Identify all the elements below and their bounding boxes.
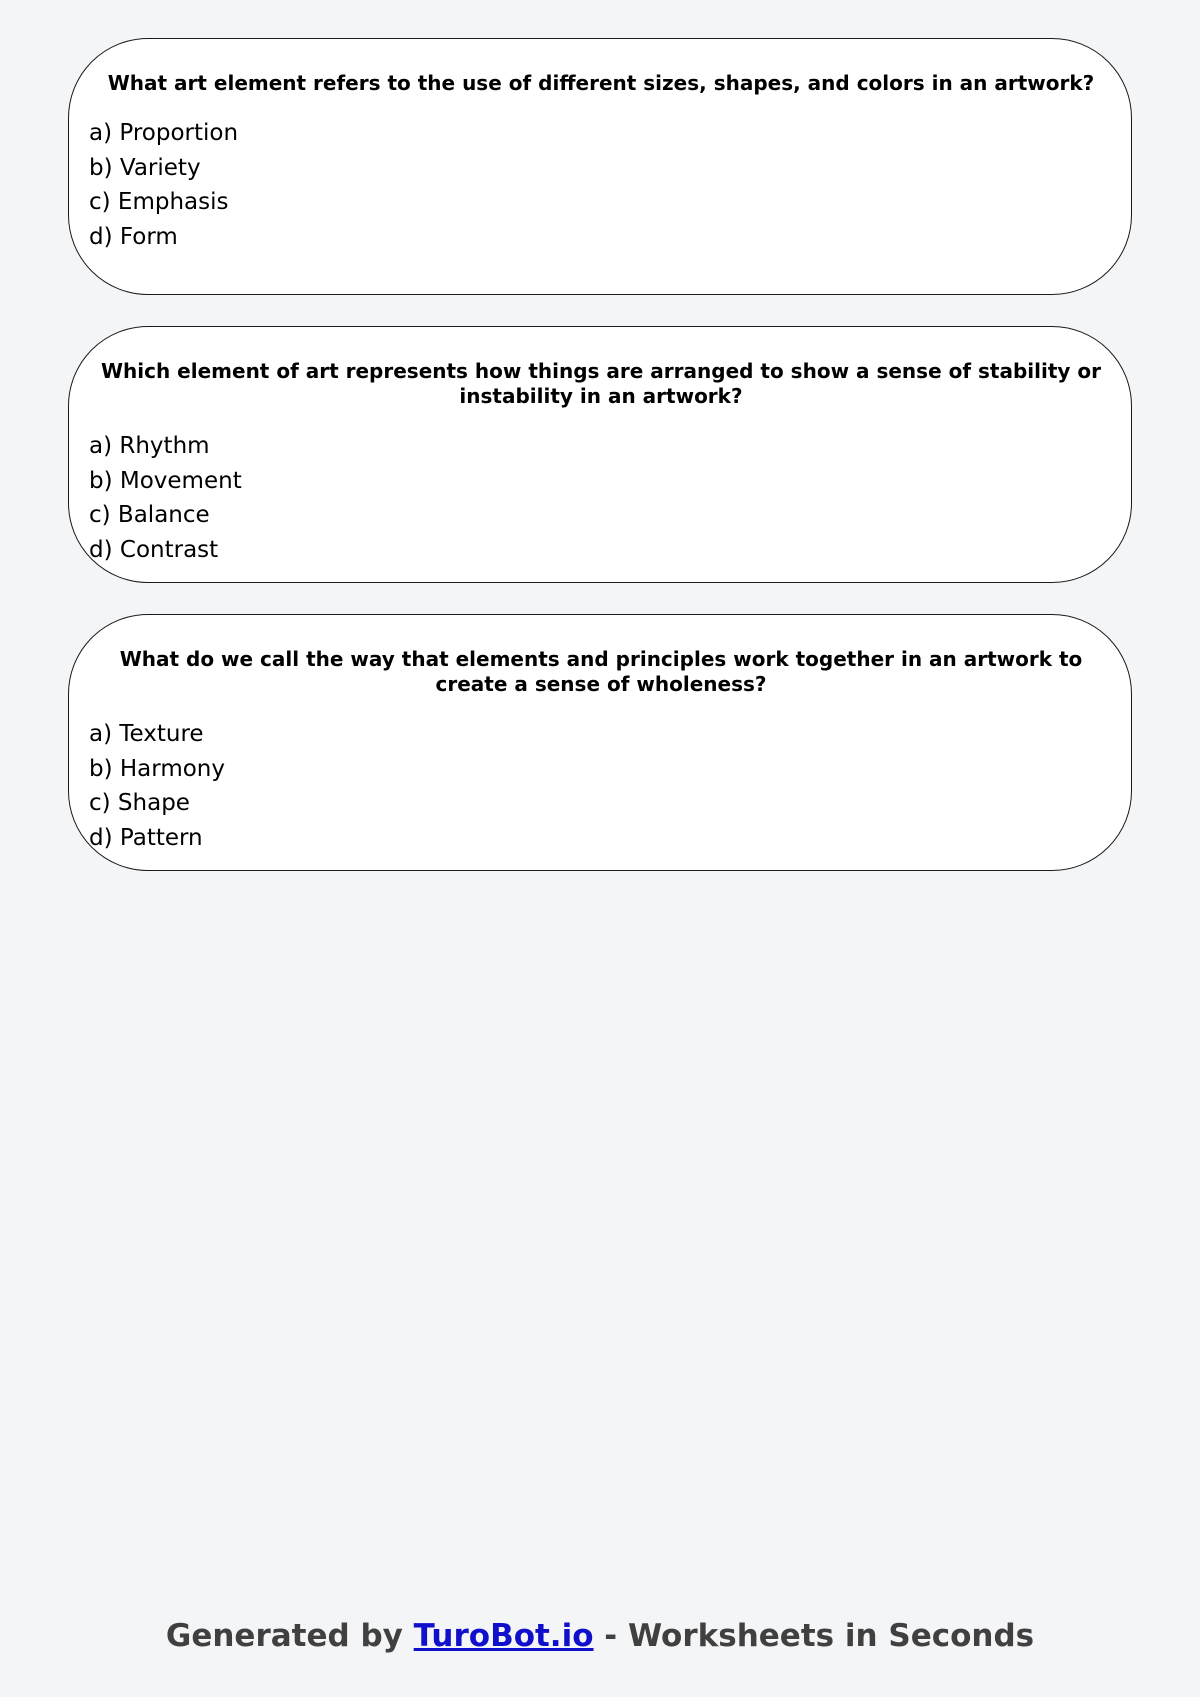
answer-option: a) Proportion [89, 120, 239, 146]
answer-option: b) Harmony [89, 755, 225, 782]
footer-suffix: - Worksheets in Seconds [593, 1618, 1035, 1654]
footer-credit [0, 1618, 1200, 1654]
answer-options [89, 717, 1113, 855]
answer-options [89, 429, 1113, 567]
answer-option: d) Form [89, 223, 178, 250]
answer-option: d) Contrast [89, 536, 219, 563]
answer-option: c) Emphasis [89, 189, 229, 215]
answer-option: c) Shape [89, 790, 190, 816]
turobot-link[interactable]: TuroBot.io [413, 1618, 594, 1654]
answer-option: a) Texture [89, 721, 204, 747]
answer-options [89, 116, 1113, 254]
answer-option: d) Pattern [89, 824, 203, 851]
question-text: Which element of art represents how things are arranged to show a sense of stability or instability in an artwork? [100, 359, 1102, 408]
footer-prefix: Generated by [165, 1618, 414, 1654]
question-list [68, 38, 1132, 902]
question-text: What art element refers to the use of different sizes, shapes, and colors in an artwork? [107, 71, 1095, 95]
question-card [68, 326, 1132, 583]
answer-option: c) Balance [89, 502, 210, 528]
answer-option: a) Rhythm [89, 433, 210, 459]
question-card [68, 38, 1132, 295]
question-text: What do we call the way that elements and principles work together in an artwork to create a sense of wholeness? [119, 647, 1083, 696]
question-card [68, 614, 1132, 871]
answer-option: b) Variety [89, 154, 201, 181]
answer-option: b) Movement [89, 467, 242, 494]
